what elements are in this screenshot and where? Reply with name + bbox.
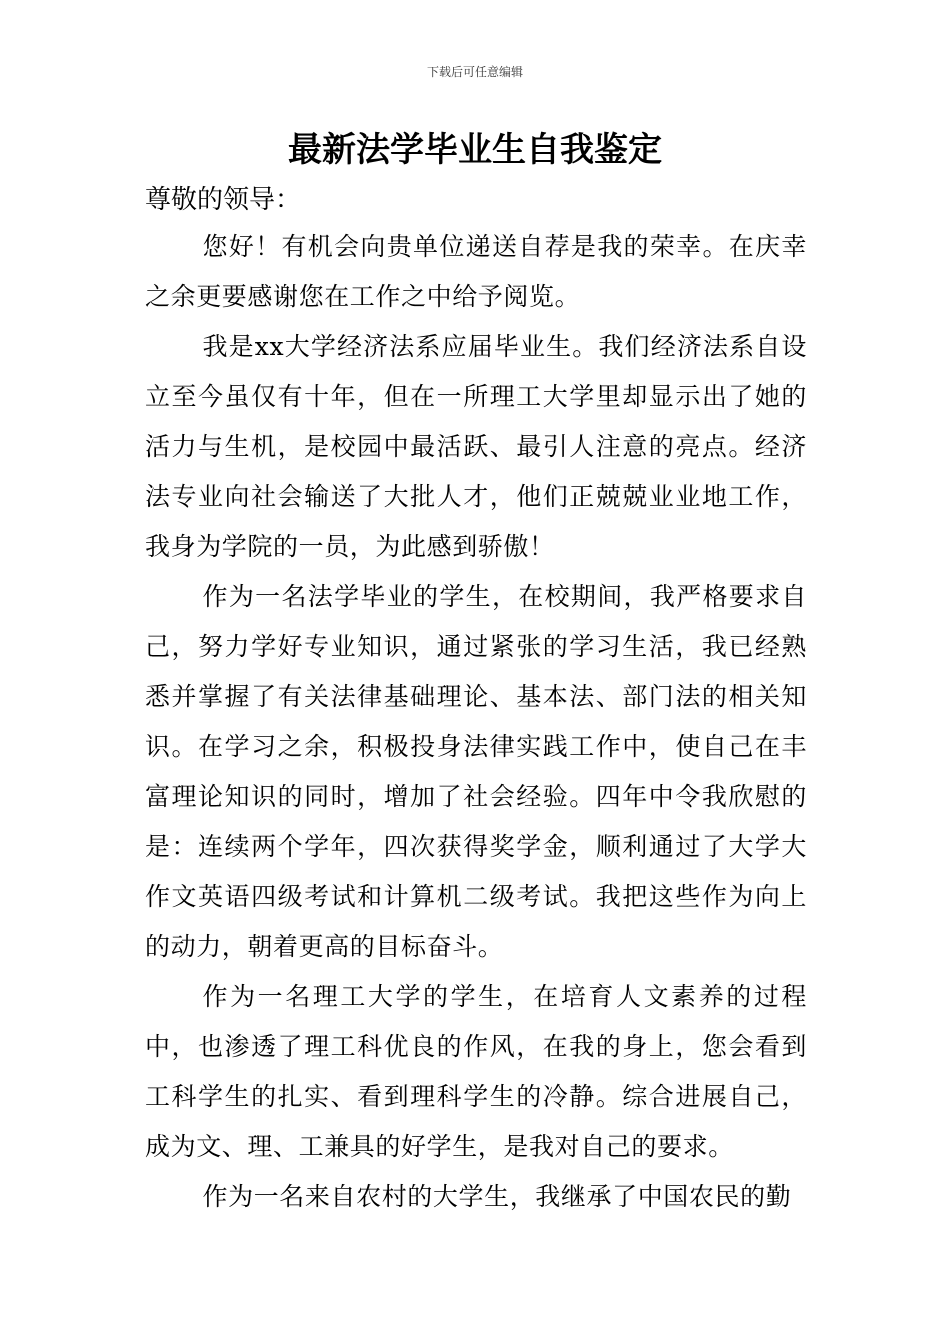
document-body [145, 222, 807, 1222]
header-note: 下载后可任意编辑 [426, 65, 523, 79]
salutation: 尊敬的领导： [145, 185, 302, 215]
document-title: 最新法学毕业生自我鉴定 [288, 130, 662, 170]
paragraph-rural-background: 作为一名来自农村的大学生，我继承了中国农民的勤 [202, 1182, 792, 1211]
paragraph-introduction: 我是xx大学经济法系应届毕业生。我们经济法系自设立至今虽仅有十年，但在一所理工大学里却显示出了她的活力与生机，是校园中最活跃、最引人注意的亮点。经济法专业向社会输送了大批人才，他们正兢兢业业地工作，我身为学院的一员，为此感到骄傲！ [145, 332, 807, 561]
paragraph-science-background: 作为一名理工大学的学生，在培育人文素养的过程中，也渗透了理工科优良的作风，在我的身上，您会看到工科学生的扎实、看到理科学生的冷静。综合进展自己，成为文、理、工兼具的好学生，是我对自己的要求。 [145, 982, 807, 1161]
paragraph-greeting: 您好！有机会向贵单位递送自荐是我的荣幸。在庆幸之余更要感谢您在工作之中给予阅览。 [145, 232, 807, 311]
paragraph-law-study: 作为一名法学毕业的学生，在校期间，我严格要求自己，努力学好专业知识，通过紧张的学习生活，我已经熟悉并掌握了有关法律基础理论、基本法、部门法的相关知识。在学习之余，积极投身法律实践工作中，使自己在丰富理论知识的同时，增加了社会经验。四年中令我欣慰的是：连续两个学年，四次获得奖学金，顺利通过了大学大作文英语四级考试和计算机二级考试。我把这些作为向上的动力，朝着更高的目标奋斗。 [145, 582, 807, 961]
